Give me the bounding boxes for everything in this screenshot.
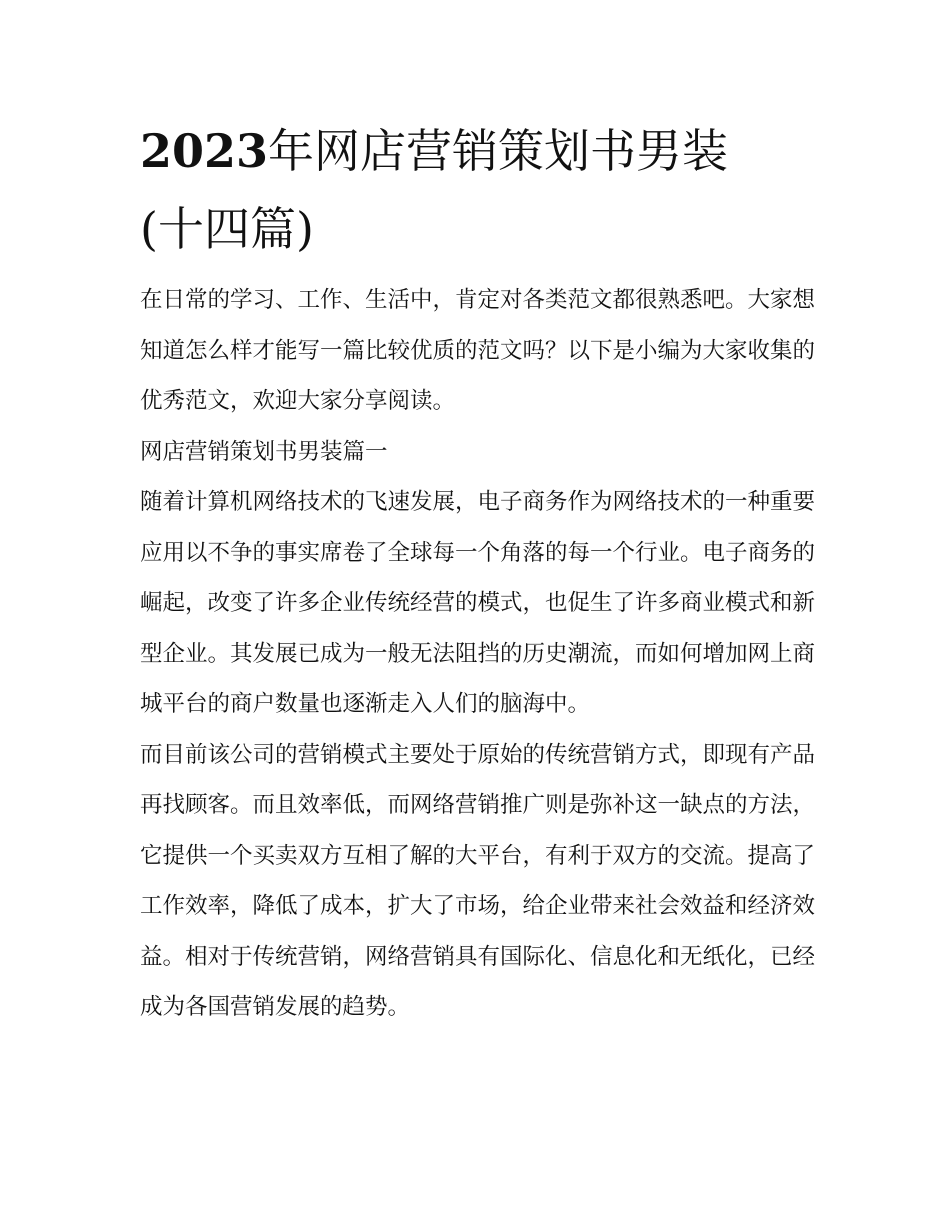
body-paragraph-2: 而目前该公司的营销模式主要处于原始的传统营销方式，即现有产品再找顾客。而且效率低，而网络营销推广则是弥补这一缺点的方法，它提供一个买卖双方互相了解的大平台，有利于双方的交流。提高了工作效率，降低了成本，扩大了市场，给企业带来社会效益和经济效益。相对于传统营销，网络营销具有国际化、信息化和无纸化，已经成为各国营销发展的趋势。 bbox=[140, 741, 816, 1020]
document-title bbox=[140, 112, 820, 268]
section-heading: 网店营销策划书男装篇一 bbox=[140, 438, 388, 465]
title-year: 2023 bbox=[140, 124, 269, 178]
title-line2-text: (十四篇) bbox=[140, 202, 314, 256]
title-line1-text: 年网店营销策划书男装 bbox=[268, 124, 729, 178]
body-paragraph-1: 随着计算机网络技术的飞速发展，电子商务作为网络技术的一种重要应用以不争的事实席卷了全球每一个角落的每一个行业。电子商务的崛起，改变了许多企业传统经营的模式，也促生了许多商业模式和新型企业。其发展已成为一般无法阻挡的历史潮流，而如何增加网上商城平台的商户数量也逐渐走入人们的脑海中。 bbox=[140, 489, 816, 717]
intro-paragraph: 在日常的学习、工作、生活中，肯定对各类范文都很熟悉吧。大家想知道怎么样才能写一篇比较优质的范文吗？以下是小编为大家收集的优秀范文，欢迎大家分享阅读。 bbox=[140, 287, 816, 414]
document-body bbox=[140, 275, 816, 1033]
